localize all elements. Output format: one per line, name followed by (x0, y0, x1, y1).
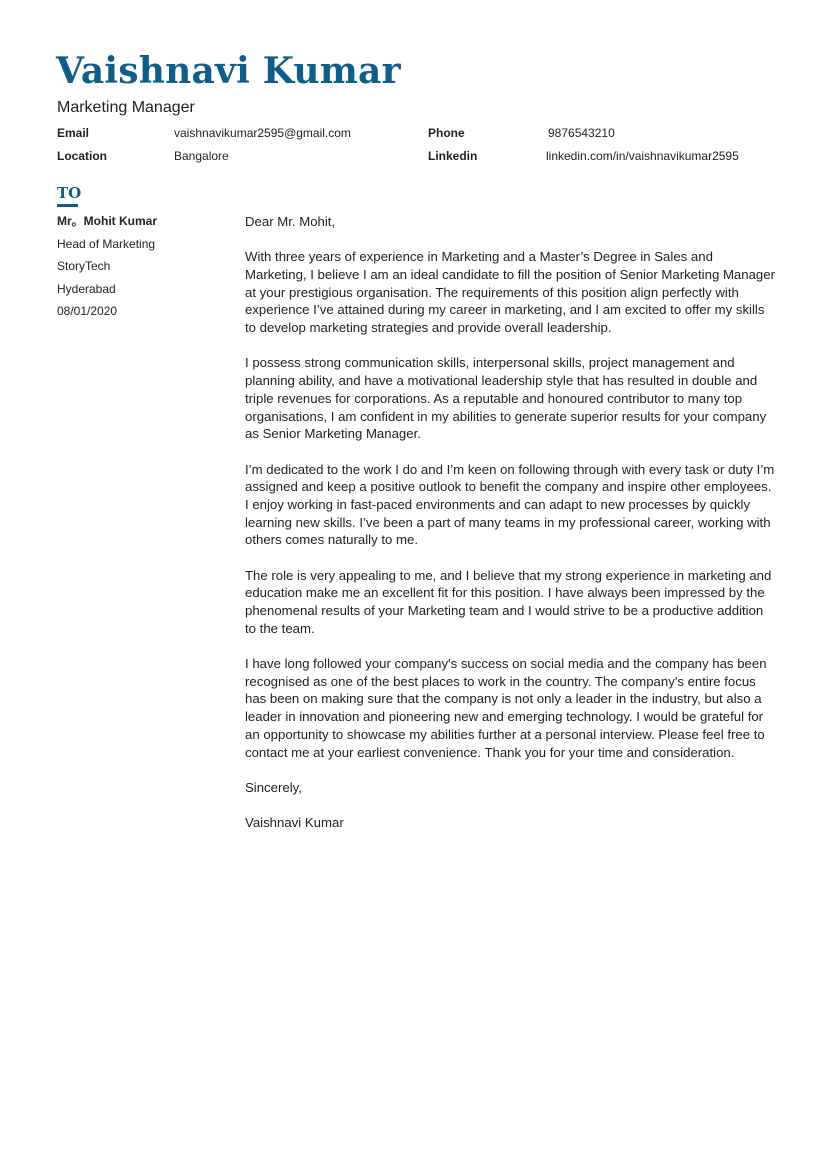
email-label: Email (57, 126, 90, 140)
recipient-block (57, 213, 157, 326)
signature: Vaishnavi Kumar (245, 815, 344, 831)
letter-date: 08/01/2020 (57, 304, 118, 318)
letter-paragraph: I’m dedicated to the work I do and I’m keen on following through with every task or duty I’m assigned and keep a positive outlook to benefit the company and inspire other employees. I enjoy working in fast-paced environments and can adapt to new processes by quickly learning new skills. I’ve been a part of many teams in my professional career, working with others comes naturally to me. (245, 461, 775, 548)
letter-paragraph: With three years of experience in Marketing and a Master’s Degree in Sales and Marketing, I believe I am an ideal candidate to fill the position of Senior Marketing Manager at your prestigious organisation. The requirements of this position align perfectly with experience I’ve attained during my career in marketing, and I am excited to offer my skills to develop marketing strategies and provide overall leadership. (245, 249, 775, 336)
linkedin-label: Linkedin (428, 149, 478, 163)
salutation: Dear Mr. Mohit, (245, 214, 336, 229)
email-value: vaishnavikumar2595@gmail.com (174, 126, 351, 140)
letter-body (245, 213, 775, 849)
recipient-name: Mr。Mohit Kumar (57, 214, 157, 228)
to-heading: TO (57, 184, 82, 202)
letter-paragraph: I possess strong communication skills, interpersonal skills, project management and planning ability, and have a motivational leadership style that has resulted in double and triple revenues for corporations. As a reputable and honoured contributor to many top organisations, I am confident in my abilities to generate superior results for your company as Senior Marketing Manager. (245, 355, 767, 442)
phone-label: Phone (428, 126, 465, 140)
applicant-name: Vaishnavi Kumar (56, 50, 401, 92)
recipient-position: Head of Marketing (57, 236, 156, 251)
linkedin-value: linkedin.com/in/vaishnavikumar2595 (546, 149, 739, 163)
recipient-company: StoryTech (57, 259, 111, 273)
to-heading-underline (57, 204, 78, 207)
location-label: Location (57, 149, 107, 163)
location-value: Bangalore (174, 149, 229, 163)
letter-paragraph: The role is very appealing to me, and I believe that my strong experience in marketing and education make me an excellent fit for this position. I have always been impressed by the phenomenal results of your Marketing team and I would strive to be a productive addition to the team. (245, 567, 772, 636)
applicant-title: Marketing Manager (57, 99, 195, 116)
letter-paragraph: I have long followed your company's success on social media and the company has been recognised as one of the best places to work in the country. The company's entire focus has been on making sure that the company is not only a leader in the industry, but also a leader in innovation and pioneering new and emerging technology. I would be grateful for an opportunity to showcase my abilities further at a personal interview. Please feel free to contact me at your earliest convenience. Thank you for your time and consideration. (245, 656, 767, 760)
closing: Sincerely, (245, 779, 302, 795)
phone-value: 9876543210 (548, 126, 615, 140)
recipient-city: Hyderabad (57, 281, 116, 296)
